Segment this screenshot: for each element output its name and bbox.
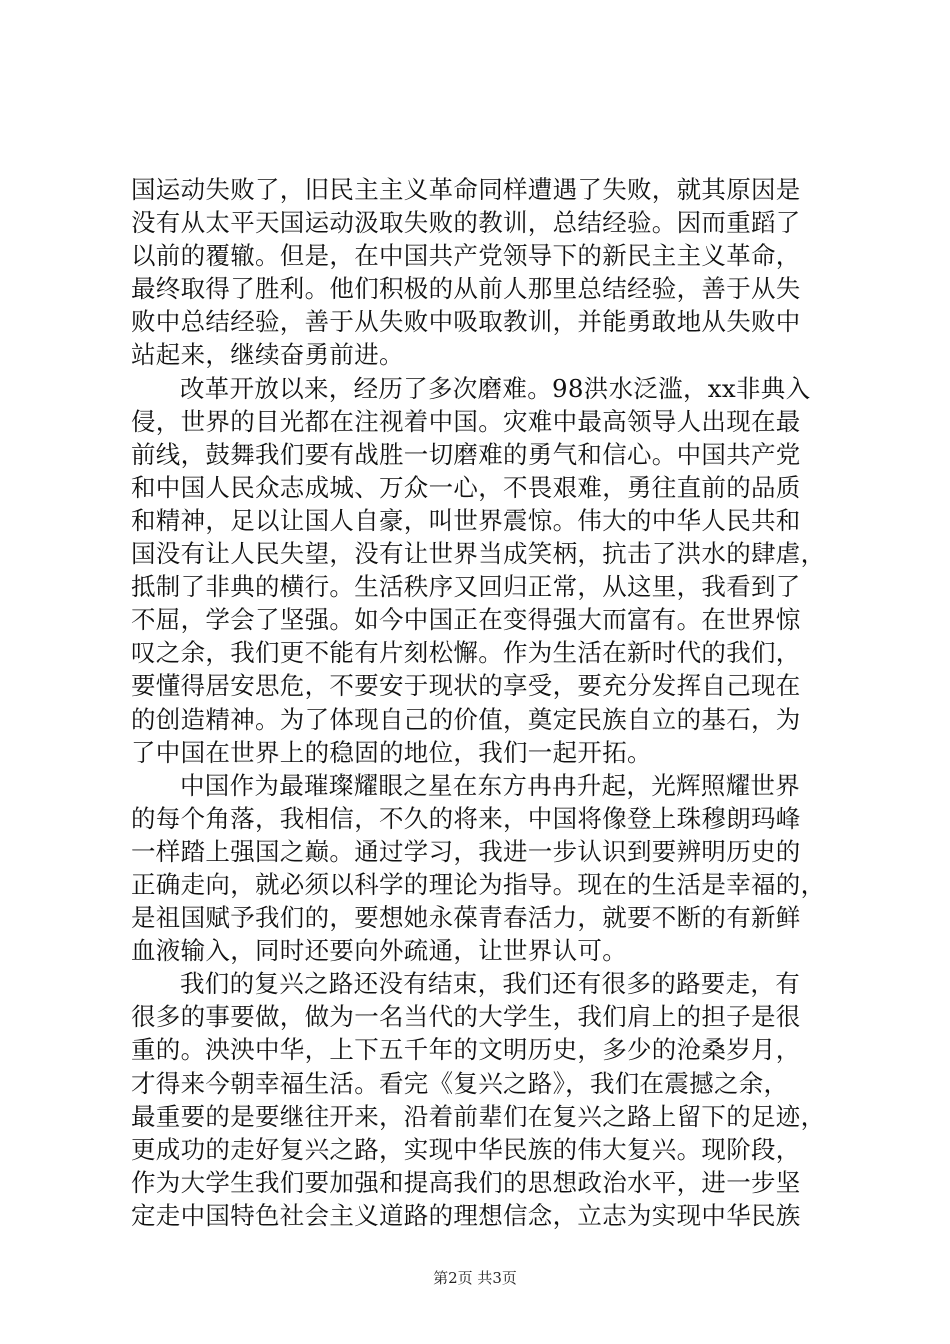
text-line: 才得来今朝幸福生活。看完《复兴之路》，我们在震撼之余， — [131, 1068, 789, 1098]
text-line: 抵制了非典的横行。生活秩序又回归正常，从这里，我看到了 — [131, 572, 801, 602]
text-line: 的创造精神。为了体现自己的价值，奠定民族自立的基石，为 — [131, 704, 801, 734]
text-line: 重的。泱泱中华，上下五千年的文明历史，多少的沧桑岁月， — [131, 1035, 801, 1065]
text-line: 国运动失败了，旧民主主义革命同样遭遇了失败，就其原因是 — [131, 175, 801, 204]
text-line: 站起来，继续奋勇前进。 — [131, 340, 404, 370]
text-line: 最重要的是要继往开来，沿着前辈们在复兴之路上留下的足迹， — [131, 1101, 826, 1131]
text-line: 和精神，足以让国人自豪，叫世界震惊。伟大的中华人民共和 — [131, 505, 801, 535]
text-line: 定走中国特色社会主义道路的理想信念，立志为实现中华民族 — [131, 1200, 801, 1230]
text-line: 作为大学生我们要加强和提高我们的思想政治水平，进一步坚 — [131, 1167, 801, 1197]
paragraph-start-line: 改革开放以来，经历了多次磨难。98洪水泛滥，xx非典入 — [180, 373, 811, 403]
text-line: 和中国人民众志成城、万众一心，不畏艰难，勇往直前的品质 — [131, 472, 801, 502]
text-line: 是祖国赋予我们的，要想她永葆青春活力，就要不断的有新鲜 — [131, 903, 801, 933]
text-line: 前线，鼓舞我们要有战胜一切磨难的勇气和信心。中国共产党 — [131, 439, 801, 469]
text-line: 的每个角落，我相信，不久的将来，中国将像登上珠穆朗玛峰 — [131, 803, 801, 833]
text-line: 更成功的走好复兴之路，实现中华民族的伟大复兴。现阶段， — [131, 1134, 801, 1164]
text-line: 不屈，学会了坚强。如今中国正在变得强大而富有。在世界惊 — [131, 605, 801, 635]
text-line: 要懂得居安思危，不要安于现状的享受，要充分发挥自己现在 — [131, 671, 801, 701]
text-line: 很多的事要做，做为一名当代的大学生，我们肩上的担子是很 — [131, 1002, 801, 1032]
text-line: 最终取得了胜利。他们积极的从前人那里总结经验，善于从失 — [131, 274, 801, 304]
text-line: 以前的覆辙。但是，在中国共产党领导下的新民主主义革命， — [131, 241, 801, 271]
text-line: 正确走向，就必须以科学的理论为指导。现在的生活是幸福的， — [131, 869, 826, 899]
page-number-footer: 第2页 共3页 — [433, 1269, 517, 1287]
document-body — [131, 173, 831, 1232]
text-line: 血液输入，同时还要向外疏通，让世界认可。 — [131, 936, 627, 966]
text-line: 败中总结经验，善于从失败中吸取教训，并能勇敢地从失败中 — [131, 307, 801, 337]
text-line: 了中国在世界上的稳固的地位，我们一起开拓。 — [131, 737, 652, 767]
text-line: 一样踏上强国之巅。通过学习，我进一步认识到要辨明历史的 — [131, 836, 801, 866]
paragraph-start-line: 我们的复兴之路还没有结束，我们还有很多的路要走，有 — [180, 969, 800, 999]
text-line: 叹之余，我们更不能有片刻松懈。作为生活在新时代的我们， — [131, 638, 801, 668]
text-line: 国没有让人民失望，没有让世界当成笑柄，抗击了洪水的肆虐， — [131, 539, 826, 569]
paragraph-start-line: 中国作为最璀璨耀眼之星在东方冉冉升起，光辉照耀世界 — [180, 770, 800, 800]
text-line: 侵，世界的目光都在注视着中国。灾难中最高领导人出现在最 — [131, 406, 801, 436]
text-line: 没有从太平天国运动汲取失败的教训，总结经验。因而重蹈了 — [131, 208, 801, 238]
